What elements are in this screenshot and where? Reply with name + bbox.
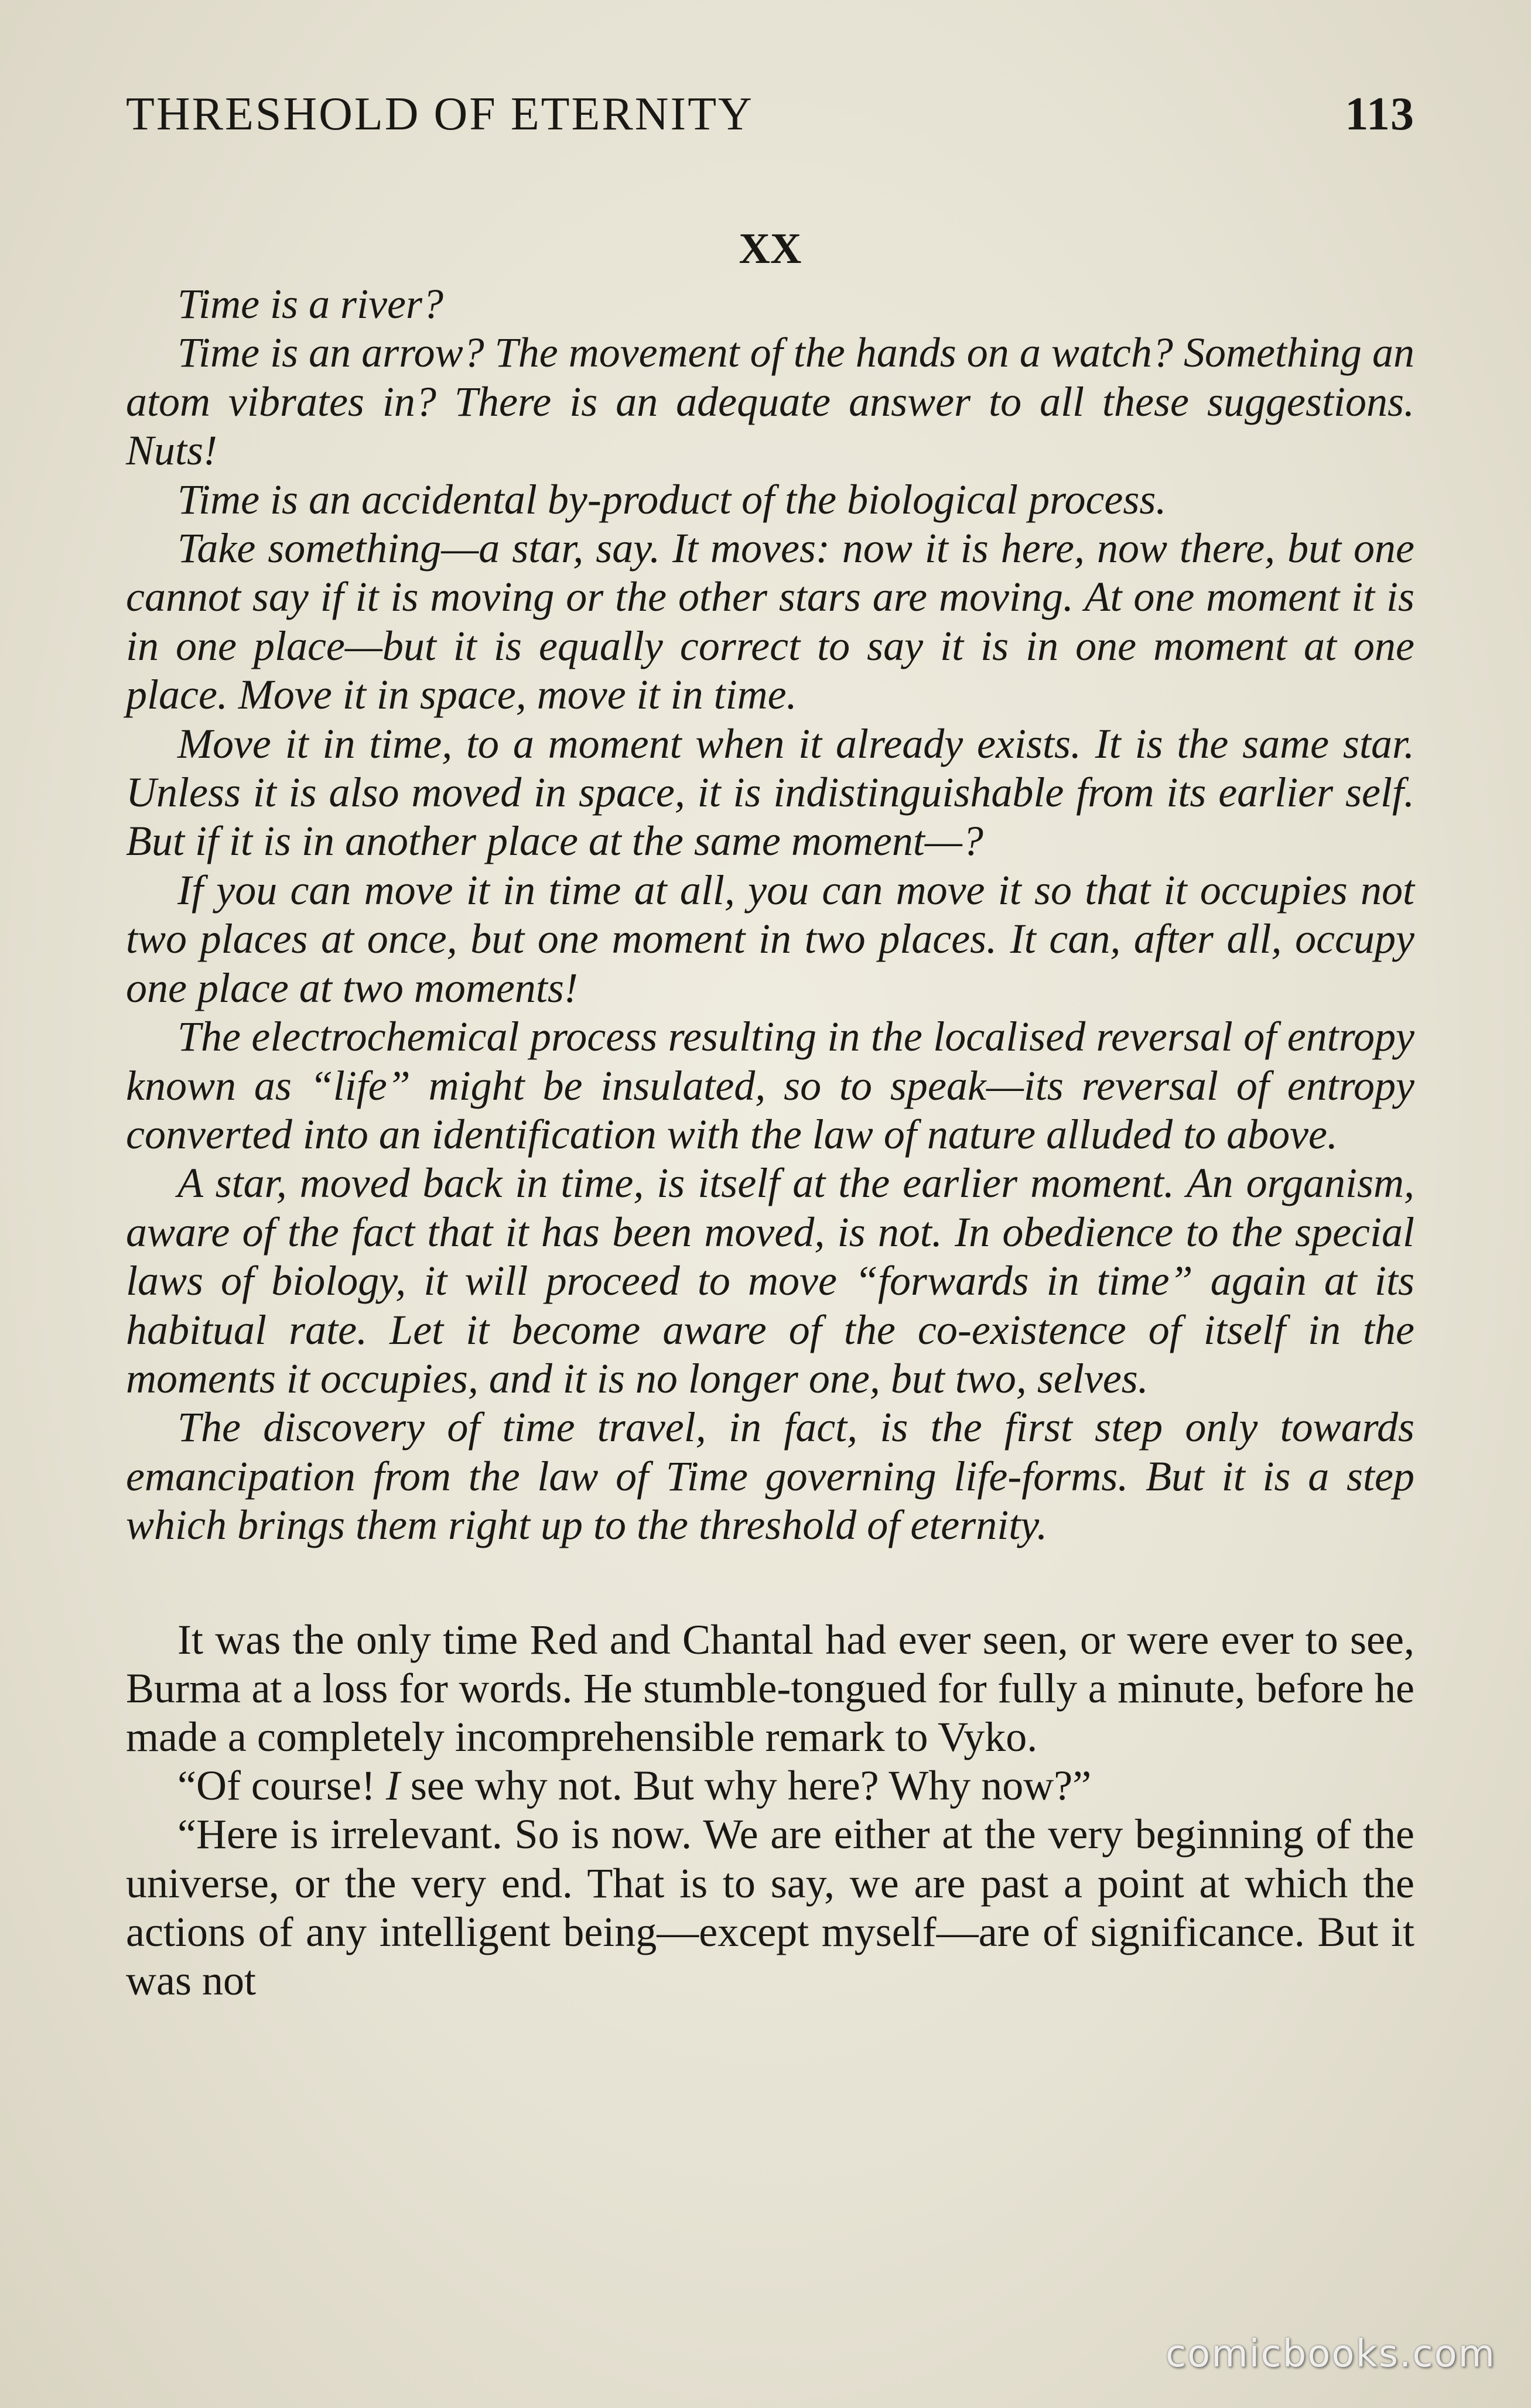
italic-paragraph: Time is a river? (177, 281, 444, 327)
narrative-paragraph: It was the only time Red and Chantal had ever seen, or were ever to see, Burma at a loss for words. He stumble-tongued for fully a minute, before he made a completely incomprehensible remark to Vyko. (126, 1616, 1414, 1760)
book-title: THRESHOLD OF ETERNITY (126, 88, 754, 140)
italic-paragraph: Move it in time, to a moment when it already exists. It is the same star. Unless it is also moved in space, it is indistinguishable from its earlier self. But if it is in another place at the same moment—? (126, 720, 1414, 865)
italic-paragraph: If you can move it in time at all, you can move it so that it occupies not two places at once, but one moment in two places. It can, after all, occupy one place at two moments! (126, 866, 1414, 1011)
watermark: comicbooks.com (1165, 2332, 1496, 2376)
dialogue-paragraph: “Here is irrelevant. So is now. We are either at the very beginning of the universe, or the very end. That is to say, we are past a point at which the actions of any intelligent being—except myself—are of significance. But it was not (126, 1811, 1414, 2004)
italic-paragraph: A star, moved back in time, is itself at the earlier moment. An organism, aware of the fact that it has been moved, is not. In obedience to the special laws of biology, it will proceed to move “forwards in time” again at its habitual rate. Let it become aware of the co-existence of itself in the moments it occupies, and it is no longer one, but two, selves. (126, 1159, 1414, 1402)
page-content (126, 88, 1414, 2005)
italic-passage (126, 280, 1414, 1550)
italic-paragraph: The electrochemical process resulting in the localised reversal of entropy known as “life” might be insulated, so to speak—its reversal of entropy converted into an identification with the law of nature alluded to above. (126, 1013, 1414, 1158)
italic-paragraph: Take something—a star, say. It moves: now it is here, now there, but one cannot say if it is moving or the other stars are moving. At one moment it is in one place—but it is equally correct to say it is in one moment at one place. Move it in space, move it in time. (126, 525, 1414, 719)
running-head (126, 88, 1414, 152)
dialogue-paragraph (126, 1761, 1414, 1810)
chapter-heading: XX (739, 225, 802, 273)
emphasis-text: I (385, 1762, 400, 1810)
page-number: 113 (1345, 88, 1414, 140)
italic-paragraph: Time is an arrow? The movement of the hands on a watch? Something an atom vibrates in? There is an adequate answer to all these suggestions. Nuts! (126, 329, 1414, 474)
dialogue-text: see why not. But why here? Why now?” (399, 1762, 1092, 1810)
italic-paragraph: Time is an accidental by-product of the biological process. (177, 476, 1167, 523)
narrative-text (126, 1616, 1414, 2006)
dialogue-text: “Of course! (177, 1762, 386, 1810)
italic-paragraph: The discovery of time travel, in fact, is the first step only towards emancipation from the law of Time governing life-forms. But it is a step which brings them right up to the threshold of eternity. (126, 1404, 1414, 1549)
